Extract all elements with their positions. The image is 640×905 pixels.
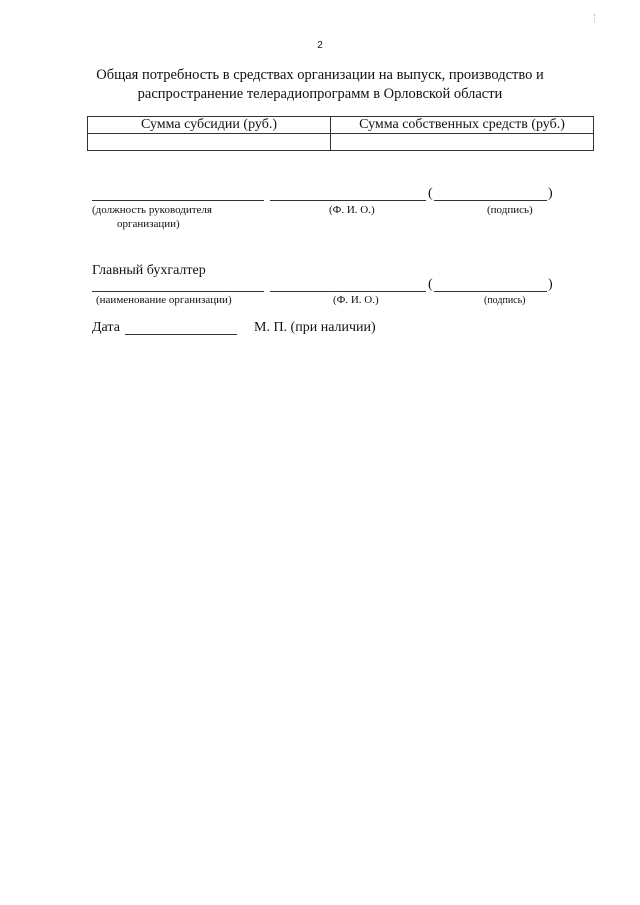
head-position-caption-2: организации) bbox=[117, 218, 180, 230]
header-own-funds-sum: Сумма собственных средств (руб.) bbox=[331, 117, 594, 134]
accountant-signature-close-paren: ) bbox=[548, 277, 553, 292]
head-signature-caption: (подпись) bbox=[487, 204, 533, 216]
head-signature-line[interactable] bbox=[434, 200, 547, 201]
date-label: Дата bbox=[92, 320, 120, 335]
head-signature-open-paren: ( bbox=[428, 186, 433, 201]
head-fio-caption: (Ф. И. О.) bbox=[329, 204, 375, 216]
head-signature-close-paren: ) bbox=[548, 186, 553, 201]
title-line-1: Общая потребность в средствах организации на выпуск, производство и bbox=[96, 67, 544, 83]
head-position-line[interactable] bbox=[92, 200, 264, 201]
document-title bbox=[80, 66, 560, 104]
cell-subsidy-sum[interactable] bbox=[88, 134, 331, 151]
cell-own-funds-sum[interactable] bbox=[331, 134, 594, 151]
accountant-org-line[interactable] bbox=[92, 291, 264, 292]
accountant-fio-line[interactable] bbox=[270, 291, 426, 292]
stamp-label: М. П. (при наличии) bbox=[254, 320, 376, 335]
title-line-2: распространение телерадиопрограмм в Орловской области bbox=[137, 86, 503, 102]
amounts-table bbox=[87, 116, 594, 151]
table-row bbox=[88, 134, 594, 151]
accountant-signature-caption: (подпись) bbox=[484, 295, 526, 306]
accountant-fio-caption: (Ф. И. О.) bbox=[333, 294, 379, 306]
header-subsidy-sum: Сумма субсидии (руб.) bbox=[88, 117, 331, 134]
accountant-signature-line[interactable] bbox=[434, 291, 547, 292]
head-fio-line[interactable] bbox=[270, 200, 426, 201]
head-position-caption: (должность руководителя bbox=[92, 204, 212, 216]
accountant-signature-open-paren: ( bbox=[428, 277, 433, 292]
accountant-org-caption: (наименование организации) bbox=[96, 294, 232, 306]
page-number: 2 bbox=[317, 40, 323, 51]
scan-mark bbox=[594, 14, 597, 22]
table-header-row bbox=[88, 117, 594, 134]
date-line[interactable] bbox=[125, 334, 237, 335]
chief-accountant-label: Главный бухгалтер bbox=[92, 263, 206, 278]
